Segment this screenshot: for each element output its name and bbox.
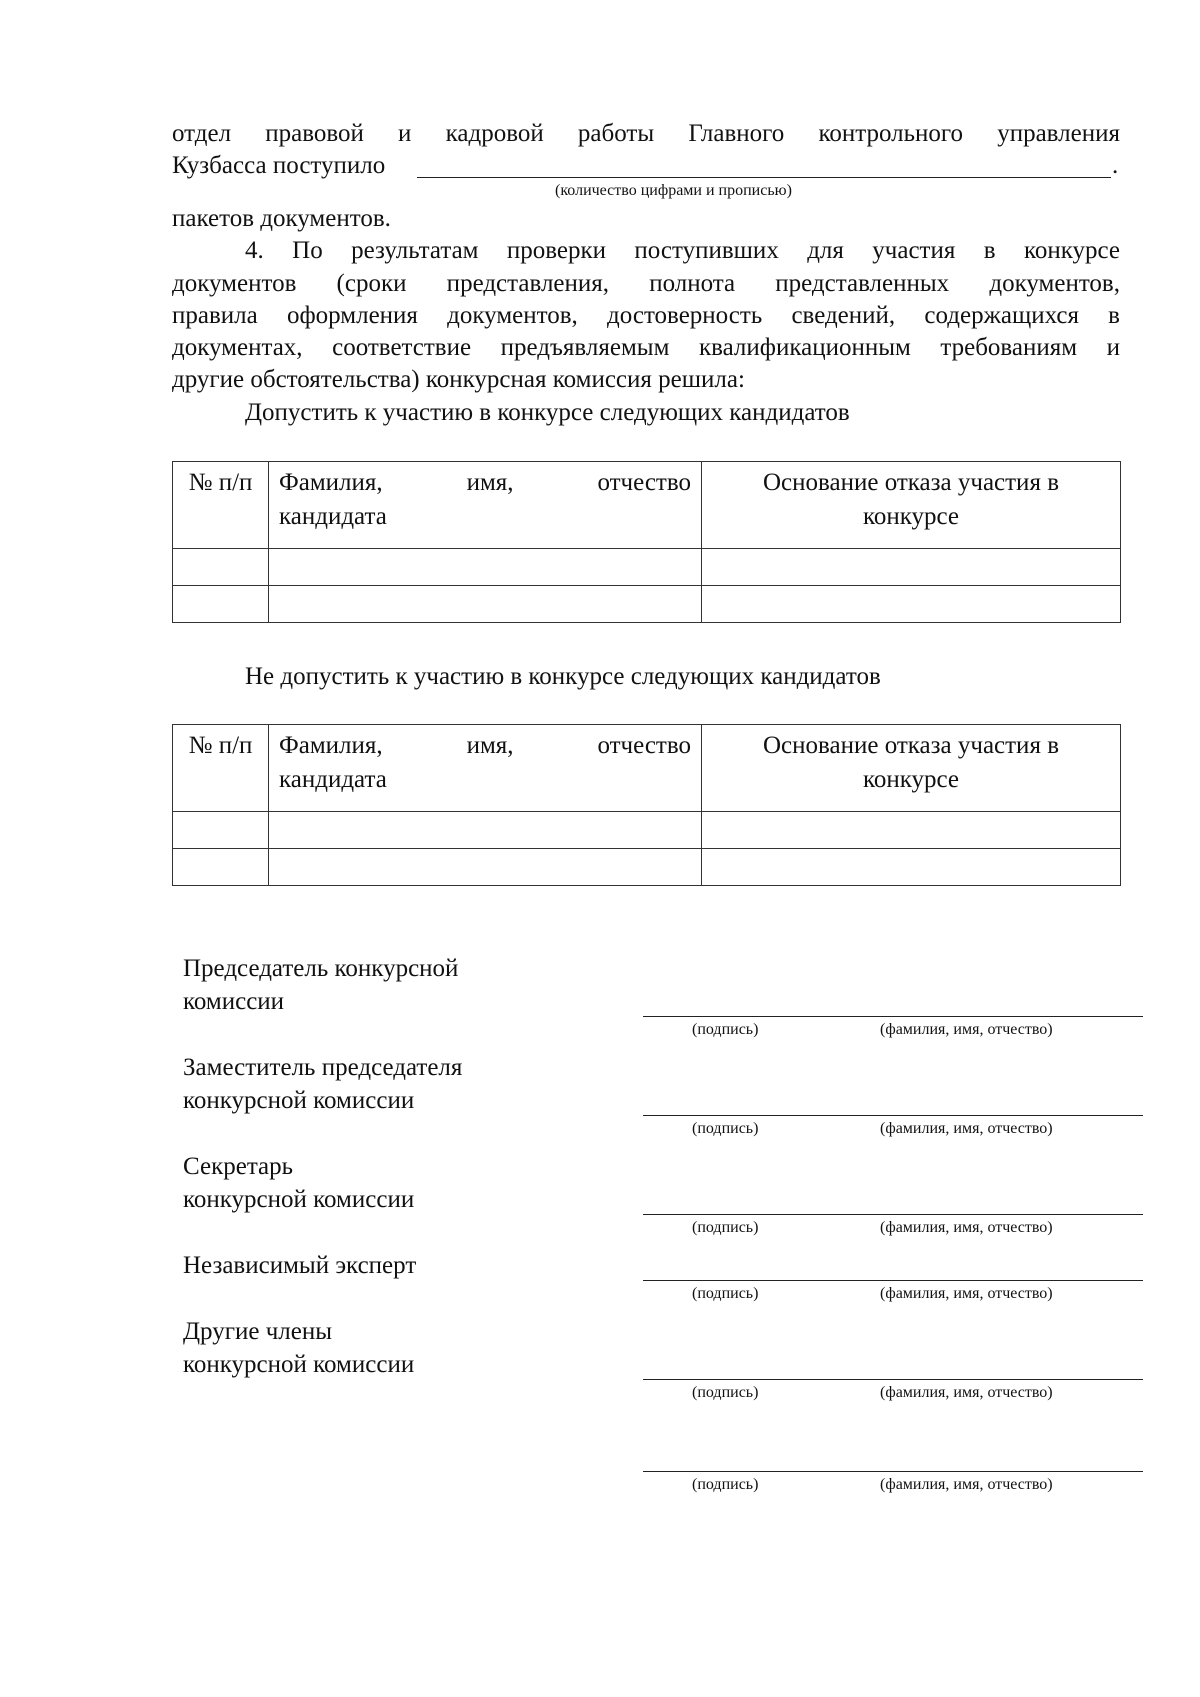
num-header: № п/п xyxy=(173,725,269,812)
item4-line-5: другие обстоятельства) конкурсная комиссия решила: xyxy=(172,366,745,393)
fio-header-word-1: Фамилия, xyxy=(279,469,383,496)
expert-sign-caption: (подпись) xyxy=(692,1285,759,1302)
chair-sign-caption: (подпись) xyxy=(692,1021,759,1038)
chair-name-caption: (фамилия, имя, отчество) xyxy=(880,1021,1053,1038)
fio-header-word-2: имя, xyxy=(466,469,514,496)
member-1-sign-caption: (подпись) xyxy=(692,1384,759,1401)
reason-header-line-1: Основание отказа участия в xyxy=(762,469,1059,496)
fio-header-line-2: кандидата xyxy=(279,766,387,793)
deputy-label-line-2: конкурсной комиссии xyxy=(183,1087,415,1114)
reason-header-line-2: конкурсе xyxy=(862,503,960,530)
intro-line-2-prefix: Кузбасса поступило xyxy=(172,152,386,179)
admit-table xyxy=(172,461,1121,623)
table-cell[interactable] xyxy=(173,586,269,623)
secretary-name-caption: (фамилия, имя, отчество) xyxy=(880,1219,1053,1236)
deputy-signature-line[interactable] xyxy=(643,1115,1143,1116)
fio-header-word-3: отчество xyxy=(597,732,691,759)
fio-header-word-1: Фамилия, xyxy=(279,732,383,759)
member-2-name-caption: (фамилия, имя, отчество) xyxy=(880,1476,1053,1493)
chair-label-line-1: Председатель конкурсной xyxy=(183,955,459,982)
table-cell[interactable] xyxy=(269,549,702,586)
admit-heading: Допустить к участию в конкурсе следующих кандидатов xyxy=(245,399,850,426)
expert-signature-line[interactable] xyxy=(643,1280,1143,1281)
table-cell[interactable] xyxy=(173,549,269,586)
table-cell[interactable] xyxy=(269,849,702,886)
member-2-signature-line[interactable] xyxy=(643,1471,1143,1472)
num-header: № п/п xyxy=(173,462,269,549)
member-1-signature-line[interactable] xyxy=(643,1379,1143,1380)
intro-line-2-suffix: . xyxy=(1112,152,1119,179)
members-label-line-1: Другие члены xyxy=(183,1318,333,1345)
secretary-signature-line[interactable] xyxy=(643,1214,1143,1215)
deputy-sign-caption: (подпись) xyxy=(692,1120,759,1137)
reject-table xyxy=(172,724,1121,886)
expert-label-line-1: Независимый эксперт xyxy=(183,1252,417,1279)
table-row xyxy=(173,549,1121,586)
table-cell[interactable] xyxy=(173,849,269,886)
expert-name-caption: (фамилия, имя, отчество) xyxy=(880,1285,1053,1302)
secretary-label-line-2: конкурсной комиссии xyxy=(183,1186,415,1213)
deputy-label-line-1: Заместитель председателя xyxy=(183,1054,463,1081)
table-row xyxy=(173,812,1121,849)
reason-header-line-1: Основание отказа участия в xyxy=(762,732,1059,759)
admit-table-header-row xyxy=(173,462,1121,549)
fio-header-word-2: имя, xyxy=(466,732,514,759)
count-caption: (количество цифрами и прописью) xyxy=(555,182,792,199)
chair-label-line-2: комиссии xyxy=(183,988,285,1015)
table-cell[interactable] xyxy=(702,812,1121,849)
chair-signature-line[interactable] xyxy=(643,1016,1143,1017)
reason-header xyxy=(702,462,1121,549)
item4-line-3: правила оформления документов, достоверность сведений, содержащихся в xyxy=(172,302,1120,329)
item4-line-2: документов (сроки представления, полнота представленных документов, xyxy=(172,270,1120,297)
reject-table-header-row xyxy=(173,725,1121,812)
item4-line-4: документах, соответствие предъявляемым квалификационным требованиям и xyxy=(172,334,1120,361)
intro-line-1: отдел правовой и кадровой работы Главного контрольного управления xyxy=(172,120,1120,147)
table-cell[interactable] xyxy=(173,812,269,849)
table-cell[interactable] xyxy=(702,586,1121,623)
fio-header xyxy=(269,725,702,812)
secretary-label-line-1: Секретарь xyxy=(183,1153,294,1180)
table-row xyxy=(173,586,1121,623)
deputy-name-caption: (фамилия, имя, отчество) xyxy=(880,1120,1053,1137)
table-row xyxy=(173,849,1121,886)
table-cell[interactable] xyxy=(269,812,702,849)
fio-header-word-3: отчество xyxy=(597,469,691,496)
secretary-sign-caption: (подпись) xyxy=(692,1219,759,1236)
item4-line-1: 4. По результатам проверки поступивших для участия в конкурсе xyxy=(245,237,1120,264)
count-blank-line xyxy=(417,177,1111,178)
reason-header xyxy=(702,725,1121,812)
table-cell[interactable] xyxy=(269,586,702,623)
reject-heading: Не допустить к участию в конкурсе следующих кандидатов xyxy=(245,663,881,690)
reason-header-line-2: конкурсе xyxy=(862,766,960,793)
members-label-line-2: конкурсной комиссии xyxy=(183,1351,415,1378)
table-cell[interactable] xyxy=(702,549,1121,586)
member-2-sign-caption: (подпись) xyxy=(692,1476,759,1493)
fio-header xyxy=(269,462,702,549)
fio-header-line-2: кандидата xyxy=(279,503,387,530)
table-cell[interactable] xyxy=(702,849,1121,886)
member-1-name-caption: (фамилия, имя, отчество) xyxy=(880,1384,1053,1401)
intro-line-3: пакетов документов. xyxy=(172,205,391,232)
